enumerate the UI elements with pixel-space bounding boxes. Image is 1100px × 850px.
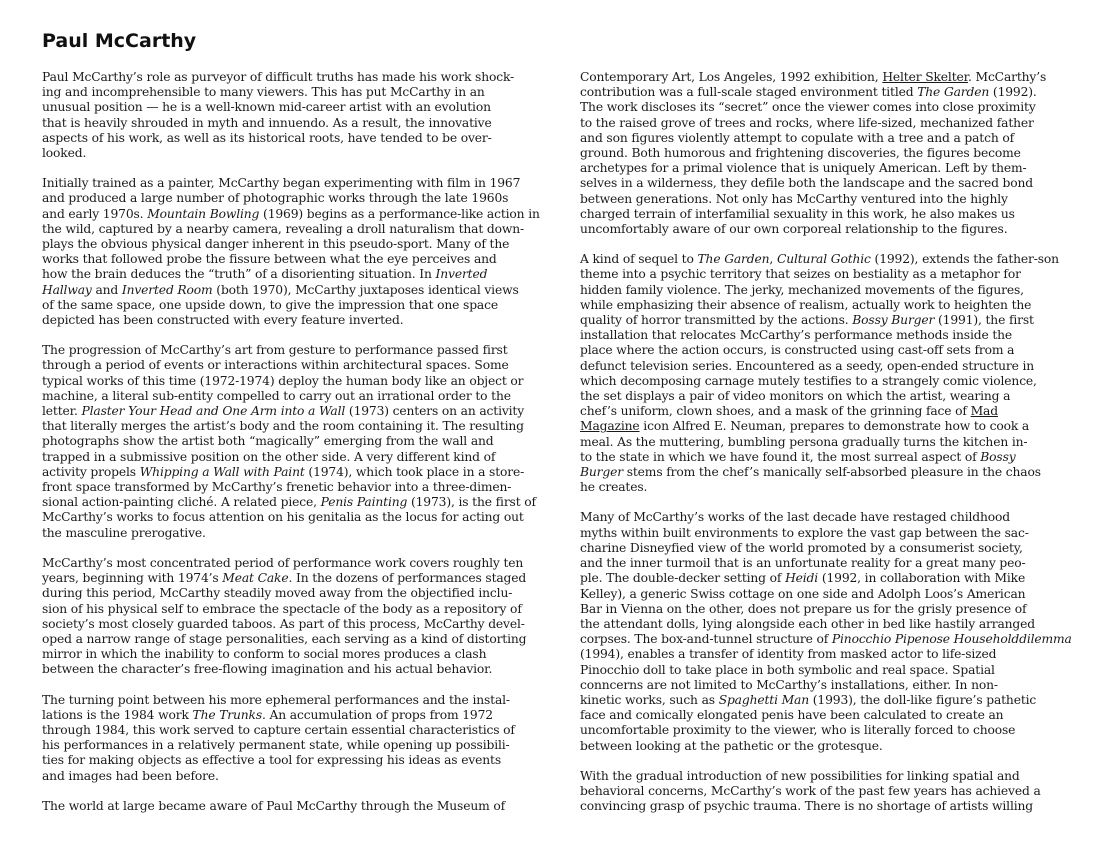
text-line: ing and incomprehensible to many viewers. This has put McCarthy in an xyxy=(42,85,485,100)
paragraph xyxy=(42,176,540,328)
text-line: kinetic works, such as Spaghetti Man (1993), the doll-like figure’s pathetic xyxy=(580,692,1037,707)
text-line: selves in a wilderness, they defile both the landscape and the sacred bond xyxy=(580,176,1034,191)
text-line: unusual position — he is a well-known mid-career artist with an evolution xyxy=(42,100,491,115)
text-line: Hallway and Inverted Room (both 1970), McCarthy juxtaposes identical views xyxy=(42,282,519,297)
paragraph xyxy=(42,343,536,541)
text-line: charged terrain of interfamilial sexuality in this work, he also makes us xyxy=(580,206,1015,221)
text-line: ground. Both humorous and frightening discoveries, the figures become xyxy=(580,146,1021,161)
text-line: uncomfortable proximity to the viewer, who is literally forced to choose xyxy=(580,723,1016,738)
text-line: works that followed probe the fissure between what the eye perceives and xyxy=(42,252,497,267)
text-line: while emphasizing their absence of realism, actually work to heighten the xyxy=(580,297,1032,312)
text-line: The progression of McCarthy’s art from gesture to performance passed first xyxy=(42,343,508,358)
text-line: charine Disneyfied view of the world promoted by a consumerist society, xyxy=(580,540,1023,555)
text-line: quality of horror transmitted by the actions. Bossy Burger (1991), the first xyxy=(580,313,1034,328)
text-line: and images had been before. xyxy=(42,768,219,783)
text-line: face and comically elongated penis have been calculated to create an xyxy=(580,708,1004,723)
text-line: depicted has been constructed with every feature inverted. xyxy=(42,313,404,328)
text-line: The world at large became aware of Paul McCarthy through the Museum of xyxy=(42,798,506,813)
text-line: sional action-painting cliché. A related piece, Penis Painting (1973), is the first of xyxy=(42,495,536,510)
text-line: Kelley), a generic Swiss cottage on one side and Adolph Loos’s American xyxy=(580,586,1026,601)
text-line: meal. As the muttering, bumbling persona gradually turns the kitchen in- xyxy=(580,434,1028,449)
text-line: conncerns are not limited to McCarthy’s installations, either. In non- xyxy=(580,677,998,692)
text-line: that literally merges the artist’s body and the room containing it. The resulting xyxy=(42,419,524,434)
text-line: Magazine icon Alfred E. Neuman, prepares to demonstrate how to cook a xyxy=(580,419,1030,434)
right-column xyxy=(580,70,1072,829)
text-line: between the character’s free-flowing imagination and his actual behavior. xyxy=(42,662,493,677)
text-line: years, beginning with 1974’s Meat Cake. In the dozens of performances staged xyxy=(42,571,527,586)
text-line: mirror in which the inability to conform to social mores produces a clash xyxy=(42,647,487,662)
text-line: myths within built environments to explore the vast gap between the sac- xyxy=(580,525,1029,540)
paragraph xyxy=(580,769,1050,815)
text-line: A kind of sequel to The Garden, Cultural Gothic (1992), extends the father-son xyxy=(580,252,1059,267)
text-line: archetypes for a primal violence that is uniquely American. Left by them- xyxy=(580,161,1027,176)
text-line: McCarthy’s most concentrated period of performance work covers roughly ten xyxy=(42,555,524,570)
text-line: typical works of this time (1972-1974) deploy the human body like an object or xyxy=(42,373,524,388)
text-line: looked. xyxy=(42,146,87,161)
text-line: the attendant dolls, lying alongside each other in bed like hastily arranged xyxy=(580,616,1036,631)
text-line: convincing grasp of psychic trauma. There is no shortage of artists willing xyxy=(580,799,1034,814)
text-line: aspects of his work, as well as its historical roots, have tended to be over- xyxy=(42,130,492,145)
text-line: trapped in a submissive position on the other side. A very different kind of xyxy=(42,449,496,464)
text-line: Initially trained as a painter, McCarthy began experimenting with film in 1967 xyxy=(42,176,521,191)
text-line: (1994), enables a transfer of identity from masked actor to life-sized xyxy=(580,647,997,662)
paragraph xyxy=(580,510,1072,753)
text-line: sion of his physical self to embrace the spectacle of the body as a repository of xyxy=(42,601,522,616)
text-line: that is heavily shrouded in myth and innuendo. As a result, the innovative xyxy=(42,115,492,130)
text-line: With the gradual introduction of new possibilities for linking spatial and xyxy=(580,768,1020,783)
text-line: lations is the 1984 work The Trunks. An accumulation of props from 1972 xyxy=(42,707,493,722)
text-line: behavioral concerns, McCarthy’s work of the past few years has achieved a xyxy=(580,783,1041,798)
text-line: and son figures violently attempt to copulate with a tree and a patch of xyxy=(580,130,1015,145)
text-line: ties for making objects as effective a tool for expressing his ideas as events xyxy=(42,753,501,768)
text-line: the wild, captured by a nearby camera, revealing a droll naturalism that down- xyxy=(42,221,525,236)
text-line: theme into a psychic territory that seizes on bestiality as a metaphor for xyxy=(580,267,1021,282)
paragraph xyxy=(580,70,1050,237)
text-line: Many of McCarthy’s works of the last decade have restaged childhood xyxy=(580,510,1010,525)
paragraph xyxy=(42,555,527,678)
paragraph xyxy=(580,252,1059,495)
text-line: letter. Plaster Your Head and One Arm into a Wall (1973) centers on an activity xyxy=(42,404,525,419)
text-line: chef’s uniform, clown shoes, and a mask of the grinning face of Mad xyxy=(580,404,998,419)
text-line: the set displays a pair of video monitors on which the artist, wearing a xyxy=(580,389,1011,404)
text-line: and early 1970s. Mountain Bowling (1969) begins as a performance-like action in xyxy=(42,206,540,221)
text-line: installation that relocates McCarthy’s performance methods inside the xyxy=(580,328,1013,343)
text-line: of the same space, one upside down, to give the impression that one space xyxy=(42,297,498,312)
text-line: he creates. xyxy=(580,480,648,495)
text-line: which decomposing carnage mutely testifies to a strangely comic violence, xyxy=(580,373,1037,388)
text-line: and the inner turmoil that is an unfortunate reality for a great many peo- xyxy=(580,556,1026,571)
text-line: front space transformed by McCarthy’s frenetic behavior into a three-dimen- xyxy=(42,480,512,495)
paragraph xyxy=(42,693,522,784)
text-line: between looking at the pathetic or the grotesque. xyxy=(580,738,883,753)
text-line: his performances in a relatively permanent state, while opening up possibili- xyxy=(42,738,510,753)
text-line: through a period of events or interactions within architectural spaces. Some xyxy=(42,358,509,373)
text-line: Contemporary Art, Los Angeles, 1992 exhibition, Helter Skelter. McCarthy’s xyxy=(580,70,1047,84)
paragraph xyxy=(42,70,522,161)
text-line: contribution was a full-scale staged environment titled The Garden (1992). xyxy=(580,85,1037,100)
text-line: between generations. Not only has McCarthy ventured into the highly xyxy=(580,191,1008,206)
text-line: the masculine prerogative. xyxy=(42,525,206,540)
text-line: during this period, McCarthy steadily moved away from the objectified inclu- xyxy=(42,586,513,601)
text-line: Bar in Vienna on the other, does not prepare us for the grisly presence of xyxy=(580,601,1027,616)
text-line: place where the action occurs, is constructed using cast-off sets from a xyxy=(580,343,1015,358)
page-title: Paul McCarthy xyxy=(42,30,197,52)
text-line: corpses. The box-and-tunnel structure of Pinocchio Pipenose Householddilemma xyxy=(580,632,1072,647)
text-line: oped a narrow range of stage personalities, each serving as a kind of distorting xyxy=(42,631,527,646)
text-line: activity propels Whipping a Wall with Paint (1974), which took place in a store- xyxy=(42,464,525,479)
text-line: McCarthy’s works to focus attention on his genitalia as the locus for acting out xyxy=(42,510,524,525)
text-line: photographs show the artist both “magically” emerging from the wall and xyxy=(42,434,494,449)
text-line: The turning point between his more ephemeral performances and the instal- xyxy=(42,692,510,707)
text-line: and produced a large number of photographic works through the late 1960s xyxy=(42,191,509,206)
text-line: defunct television series. Encountered as a seedy, open-ended structure in xyxy=(580,358,1035,373)
text-line: uncomfortably aware of our own corporeal relationship to the figures. xyxy=(580,222,1008,237)
text-line: hidden family violence. The jerky, mechanized movements of the figures, xyxy=(580,282,1024,297)
paragraph xyxy=(42,799,522,814)
text-line: how the brain deduces the “truth” of a disorienting situation. In Inverted xyxy=(42,267,488,282)
text-line: ple. The double-decker setting of Heidi (1992, in collaboration with Mike xyxy=(580,571,1026,586)
text-line: Burger stems from the chef’s manically self-absorbed pleasure in the chaos xyxy=(580,465,1041,480)
text-line: through 1984, this work served to capture certain essential characteristics of xyxy=(42,722,515,737)
text-line: society’s most closely guarded taboos. As part of this process, McCarthy devel- xyxy=(42,616,525,631)
text-line: to the state in which we have found it, the most surreal aspect of Bossy xyxy=(580,449,1016,464)
left-column xyxy=(42,70,540,829)
text-line: Pinocchio doll to take place in both symbolic and real space. Spatial xyxy=(580,662,995,677)
text-line: machine, a literal sub-entity compelled to carry out an irrational order to the xyxy=(42,388,511,403)
text-line: to the raised grove of trees and rocks, where life-sized, mechanized father xyxy=(580,115,1034,130)
text-line: The work discloses its “secret” once the viewer comes into close proximity xyxy=(580,100,1036,115)
text-line: plays the obvious physical danger inherent in this pseudo-sport. Many of the xyxy=(42,237,510,252)
text-line: Paul McCarthy’s role as purveyor of difficult truths has made his work shock- xyxy=(42,70,515,84)
